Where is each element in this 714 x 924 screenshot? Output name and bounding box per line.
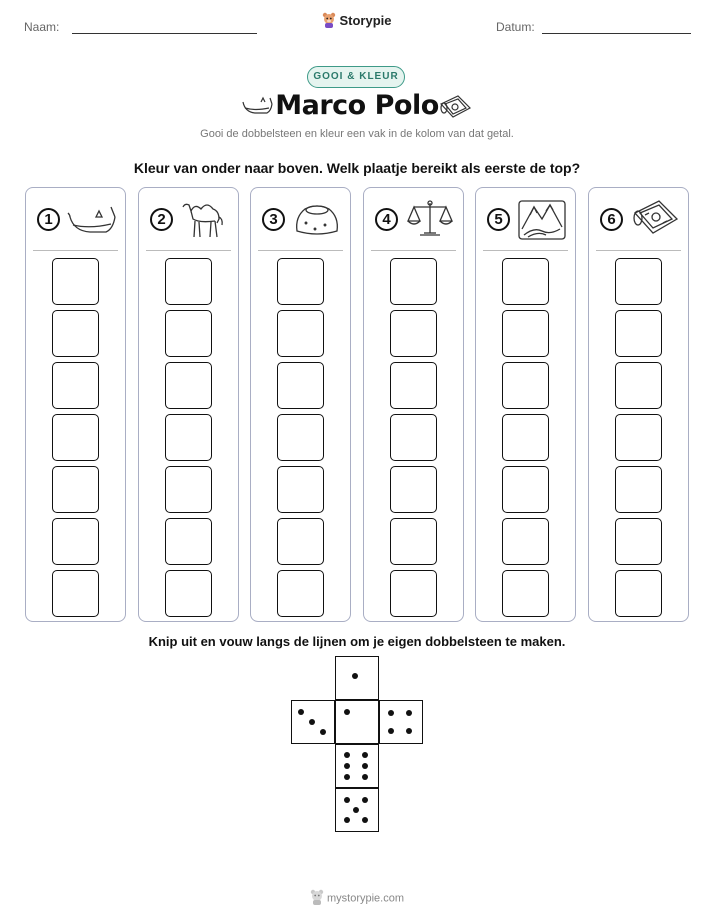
column-4 [363,187,464,622]
color-box[interactable] [615,466,662,513]
die-pip [406,728,412,734]
die-face-6 [335,744,379,788]
color-box[interactable] [502,570,549,617]
color-box[interactable] [615,518,662,565]
color-box[interactable] [52,570,99,617]
die-pip [298,709,304,715]
mountains-icon [516,197,568,241]
camel-icon [179,197,231,241]
color-box[interactable] [277,414,324,461]
die-pip [344,763,350,769]
die-face-1 [335,700,379,744]
color-box[interactable] [277,362,324,409]
die-pip [406,710,412,716]
coloring-instruction: Kleur van onder naar boven. Welk plaatje bereikt als eerste de top? [133,160,581,176]
carpet-icon [438,94,472,120]
column-number: 4 [375,208,398,231]
die-pip [362,774,368,780]
color-box[interactable] [390,258,437,305]
column-number: 5 [487,208,510,231]
column-separator [258,250,343,251]
color-box[interactable] [165,570,212,617]
die-face-1 [335,656,379,700]
page-subtitle: Gooi de dobbelsteen en kleur een vak in de kolom van dat getal. [200,128,514,140]
column-1 [25,187,126,622]
color-box[interactable] [390,466,437,513]
die-pip [344,797,350,803]
activity-badge: GOOI & KLEUR [307,66,405,88]
scales-icon [404,197,456,241]
die-pip [353,807,359,813]
die-pip [344,817,350,823]
die-pip [309,719,315,725]
bear-icon [322,12,336,31]
date-label: Datum: [496,20,535,34]
color-box[interactable] [390,518,437,565]
column-separator [596,250,681,251]
color-box[interactable] [502,310,549,357]
column-number: 3 [262,208,285,231]
color-box[interactable] [277,258,324,305]
column-number: 2 [150,208,173,231]
color-box[interactable] [165,466,212,513]
die-pip [362,763,368,769]
color-box[interactable] [502,518,549,565]
column-2 [138,187,239,622]
color-box[interactable] [165,310,212,357]
column-separator [483,250,568,251]
bear-icon [310,889,324,908]
column-separator [33,250,118,251]
color-box[interactable] [615,310,662,357]
page-title: Marco Polo [275,90,439,121]
brand-logo [0,12,714,31]
color-box[interactable] [615,362,662,409]
color-box[interactable] [502,466,549,513]
color-box[interactable] [277,518,324,565]
die-instruction: Knip uit en vouw langs de lijnen om je eigen dobbelsteen te maken. [148,634,566,649]
color-box[interactable] [165,362,212,409]
die-pip [352,673,358,679]
color-box[interactable] [502,362,549,409]
color-box[interactable] [52,518,99,565]
die-pip [362,797,368,803]
color-box[interactable] [390,414,437,461]
color-box[interactable] [390,310,437,357]
color-box[interactable] [52,466,99,513]
footer-url[interactable]: mystorypie.com [326,892,405,905]
color-box[interactable] [165,258,212,305]
color-box[interactable] [502,258,549,305]
color-box[interactable] [277,466,324,513]
die-pip [362,752,368,758]
die-pip [344,774,350,780]
color-box[interactable] [277,570,324,617]
die-pip [388,728,394,734]
carpet-icon [629,197,681,241]
die-pip [362,817,368,823]
column-separator [371,250,456,251]
footer [0,889,714,908]
color-box[interactable] [390,362,437,409]
gondola-icon [66,197,118,241]
die-pip [388,710,394,716]
die-face-5 [335,788,379,832]
color-box[interactable] [277,310,324,357]
die-face-3 [291,700,335,744]
column-number: 1 [37,208,60,231]
color-box[interactable] [390,570,437,617]
column-separator [146,250,231,251]
color-box[interactable] [52,310,99,357]
color-box[interactable] [165,414,212,461]
column-5 [475,187,576,622]
rock-icon [291,197,343,241]
date-line[interactable] [542,33,691,34]
color-box[interactable] [52,258,99,305]
color-box[interactable] [165,518,212,565]
color-box[interactable] [615,414,662,461]
name-label: Naam: [24,20,60,34]
name-line[interactable] [72,33,257,34]
column-3 [250,187,351,622]
color-box[interactable] [615,258,662,305]
brand-name: Storypie [339,12,392,28]
die-pip [344,709,350,715]
column-6 [588,187,689,622]
color-box[interactable] [615,570,662,617]
color-box[interactable] [52,362,99,409]
column-number: 6 [600,208,623,231]
color-box[interactable] [52,414,99,461]
die-pip [320,729,326,735]
die-pip [344,752,350,758]
color-box[interactable] [502,414,549,461]
die-face-4 [379,700,423,744]
